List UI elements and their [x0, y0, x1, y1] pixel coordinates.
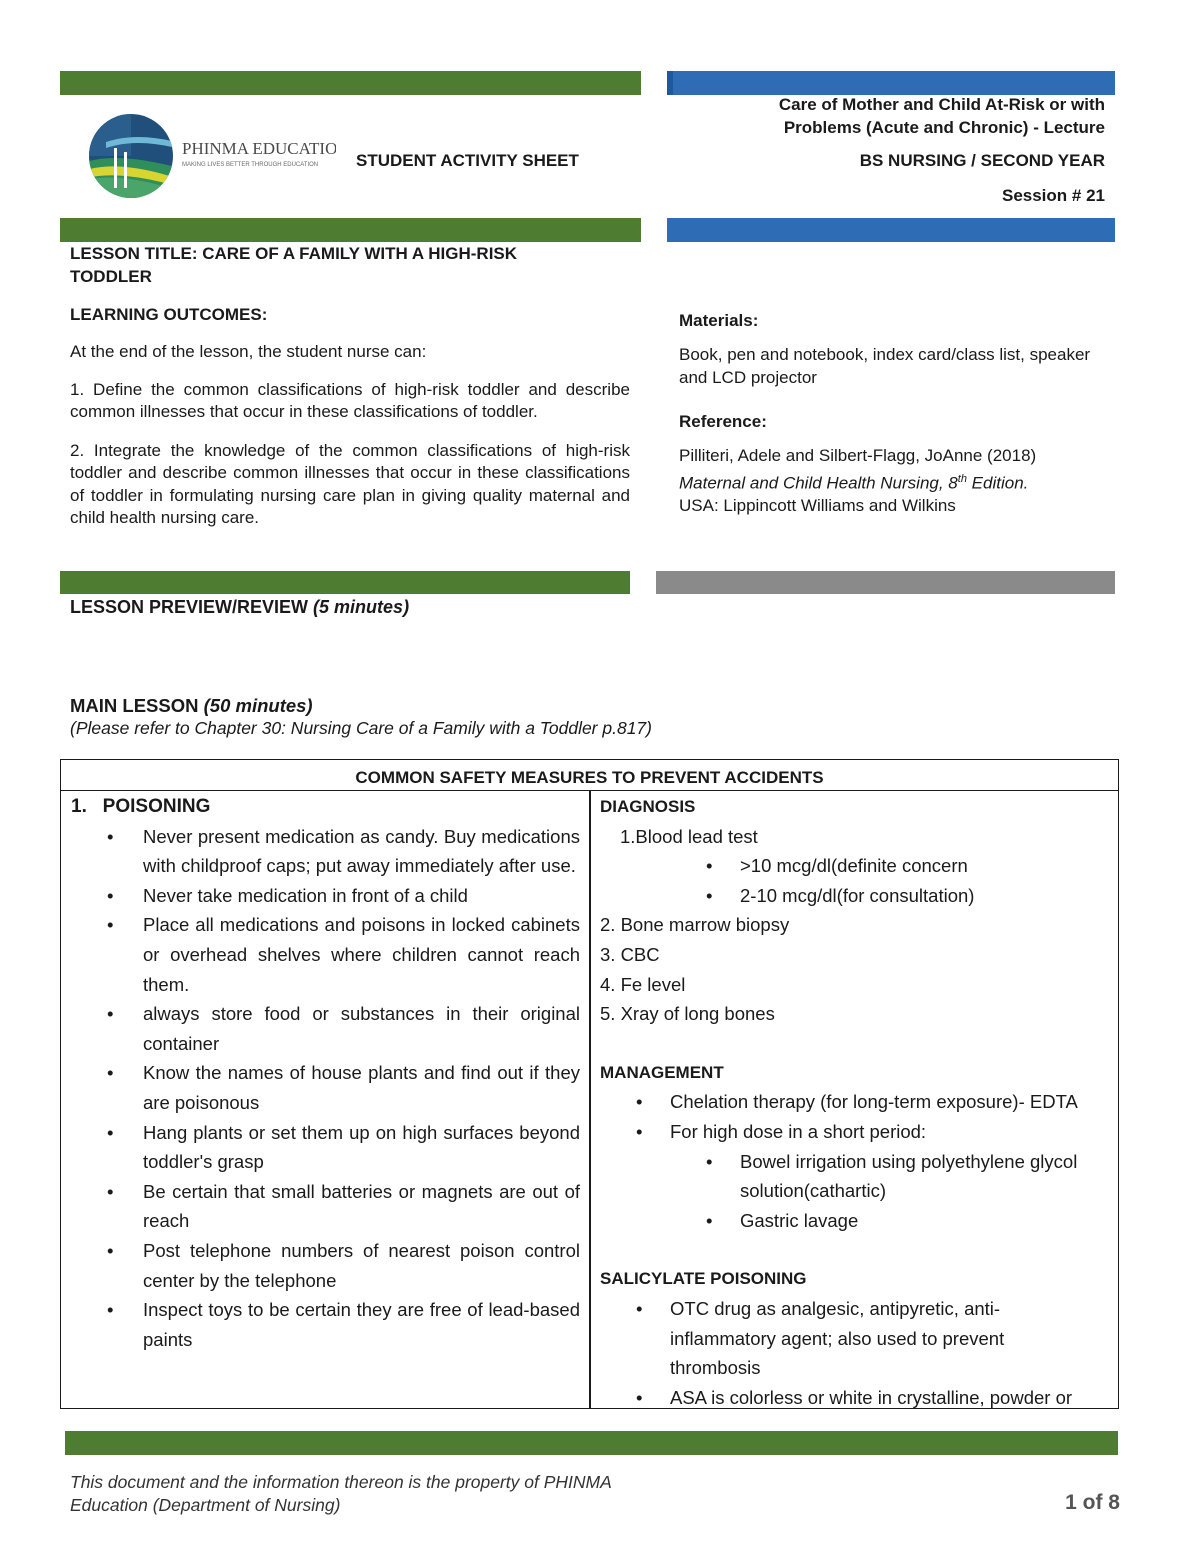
- management-heading: MANAGEMENT: [600, 1062, 724, 1082]
- reference-book-title: Maternal and Child Health Nursing, 8: [679, 473, 958, 493]
- lesson-right-section: [679, 309, 1109, 517]
- list-item: • Never present medication as candy. Buy medications with childproof caps; put away immediately after use.: [61, 822, 580, 881]
- diagnosis-heading: DIAGNOSIS: [600, 797, 696, 816]
- third-left-green-bar: [60, 571, 630, 594]
- list-item: • Place all medications and poisons in locked cabinets or overhead shelves where children cannot reach them.: [61, 910, 580, 999]
- third-right-gray-bar: [656, 571, 1115, 594]
- reference-line3: USA: Lippincott Williams and Wilkins: [679, 495, 956, 515]
- lesson-title-line1: LESSON TITLE: CARE OF A FAMILY WITH A HIGH-RISK: [70, 244, 518, 263]
- course-title: [685, 93, 1105, 139]
- diagnosis-item-2: 2. Bone marrow biopsy: [600, 914, 790, 936]
- list-item: • OTC drug as analgesic, antipyretic, anti-inflammatory agent; also used to prevent thrombosis: [590, 1294, 1072, 1383]
- brand-name: PHINMA EDUCATION: [182, 139, 336, 158]
- list-item: • Hang plants or set them up on high surfaces beyond toddler's grasp: [61, 1118, 580, 1177]
- outcome-2: 2. Integrate the knowledge of the common classifications of high-risk toddler and describe common illnesses that occur in these classifications of toddler in formulating nursing care plan in giving quality maternal and child health nursing care.: [70, 440, 630, 527]
- outcome-1: 1. Define the common classifications of high-risk toddler and describe common illnesses that occur in these classifications of toddler.: [70, 379, 630, 421]
- reference-edition-sup: th: [957, 472, 967, 485]
- list-item: • Gastric lavage: [590, 1206, 1112, 1236]
- diagnosis-item-3: 3. CBC: [600, 943, 660, 965]
- top-left-green-bar: [60, 71, 641, 95]
- list-item: • Inspect toys to be certain they are free of lead-based paints: [61, 1295, 580, 1354]
- top-right-blue-bar: [667, 71, 1115, 95]
- reference-heading: Reference:: [679, 412, 767, 431]
- brand-tagline: MAKING LIVES BETTER THROUGH EDUCATION: [182, 162, 319, 168]
- list-item: • Be certain that small batteries or magnets are out of reach: [61, 1177, 580, 1236]
- diagnosis-item-1: 1.Blood lead test: [620, 825, 758, 847]
- diagnosis-item-4: 4. Fe level: [600, 973, 686, 995]
- list-item: • Never take medication in front of a child: [61, 881, 580, 911]
- list-item: • Chelation therapy (for long-term exposure)- EDTA: [590, 1087, 1112, 1117]
- salicylate-heading: SALICYLATE POISONING: [600, 1269, 807, 1289]
- page-number: 1 of 8: [1065, 1491, 1120, 1514]
- lesson-title: [70, 242, 630, 288]
- list-item: • Know the names of house plants and find out if they are poisonous: [61, 1058, 580, 1117]
- footer-line1: This document and the information thereon is the property of PHINMA: [70, 1472, 612, 1492]
- poisoning-list: [61, 822, 580, 1355]
- materials-text: Book, pen and notebook, index card/class list, speaker and LCD projector: [679, 345, 1091, 387]
- course-title-line2: Problems (Acute and Chronic) - Lecture: [783, 118, 1105, 137]
- management-sublist: [590, 1147, 1112, 1236]
- second-right-blue-bar: [667, 218, 1115, 242]
- sheet-title: STUDENT ACTIVITY SHEET: [356, 151, 579, 170]
- safety-table-title: COMMON SAFETY MEASURES TO PREVENT ACCIDENTS: [61, 760, 1118, 791]
- main-lesson-duration: (50 minutes): [203, 695, 313, 716]
- outcomes-heading: LEARNING OUTCOMES:: [70, 305, 268, 324]
- list-item: • always store food or substances in their original container: [61, 999, 580, 1058]
- footer-line2: Education (Department of Nursing): [70, 1495, 341, 1515]
- lesson-title-line2: TODDLER: [70, 267, 152, 286]
- salicylate-list: [590, 1294, 1112, 1412]
- reference-edition-word: Edition.: [966, 473, 1029, 493]
- main-lesson-heading: [70, 695, 313, 717]
- right-column: [600, 792, 1112, 1412]
- poisoning-heading: 1. POISONING: [71, 796, 211, 817]
- footer-green-bar: [65, 1431, 1118, 1455]
- reference-book-line: [679, 468, 1109, 495]
- preview-duration: (5 minutes): [313, 597, 410, 617]
- list-item: • 2-10 mcg/dl(for consultation): [590, 881, 1112, 911]
- materials-heading: Materials:: [679, 311, 759, 330]
- main-lesson-label: MAIN LESSON: [70, 695, 204, 716]
- management-list: [590, 1087, 1112, 1146]
- second-left-green-bar: [60, 218, 641, 242]
- program-label: BS NURSING / SECOND YEAR: [859, 151, 1105, 170]
- list-item: • ASA is colorless or white in crystalline, powder or: [590, 1383, 1072, 1413]
- phinma-logo: [86, 112, 336, 200]
- list-item: • >10 mcg/dl(definite concern: [590, 851, 1112, 881]
- diagnosis-item-5: 5. Xray of long bones: [600, 1003, 775, 1025]
- list-item: • For high dose in a short period:: [590, 1117, 1112, 1147]
- outcomes-intro: At the end of the lesson, the student nurse can:: [70, 342, 427, 361]
- session-label: Session # 21: [1001, 186, 1105, 205]
- left-column: [61, 792, 580, 1354]
- phinma-logo-icon: [86, 112, 336, 200]
- preview-heading: [70, 596, 409, 619]
- preview-label: LESSON PREVIEW/REVIEW: [70, 597, 314, 617]
- footer-text: [70, 1471, 612, 1517]
- course-title-line1: Care of Mother and Child At-Risk or with: [778, 95, 1105, 114]
- safety-table: [60, 759, 1119, 1409]
- reference-line1: Pilliteri, Adele and Silbert-Flagg, JoAnne (2018): [679, 446, 1037, 465]
- main-lesson-note: (Please refer to Chapter 30: Nursing Care of a Family with a Toddler p.817): [70, 718, 652, 738]
- diagnosis-sublist: [590, 851, 1112, 910]
- list-item: • Bowel irrigation using polyethylene glycol solution(cathartic): [590, 1147, 1112, 1206]
- list-item: • Post telephone numbers of nearest poison control center by the telephone: [61, 1236, 580, 1295]
- lesson-left-section: [70, 242, 630, 530]
